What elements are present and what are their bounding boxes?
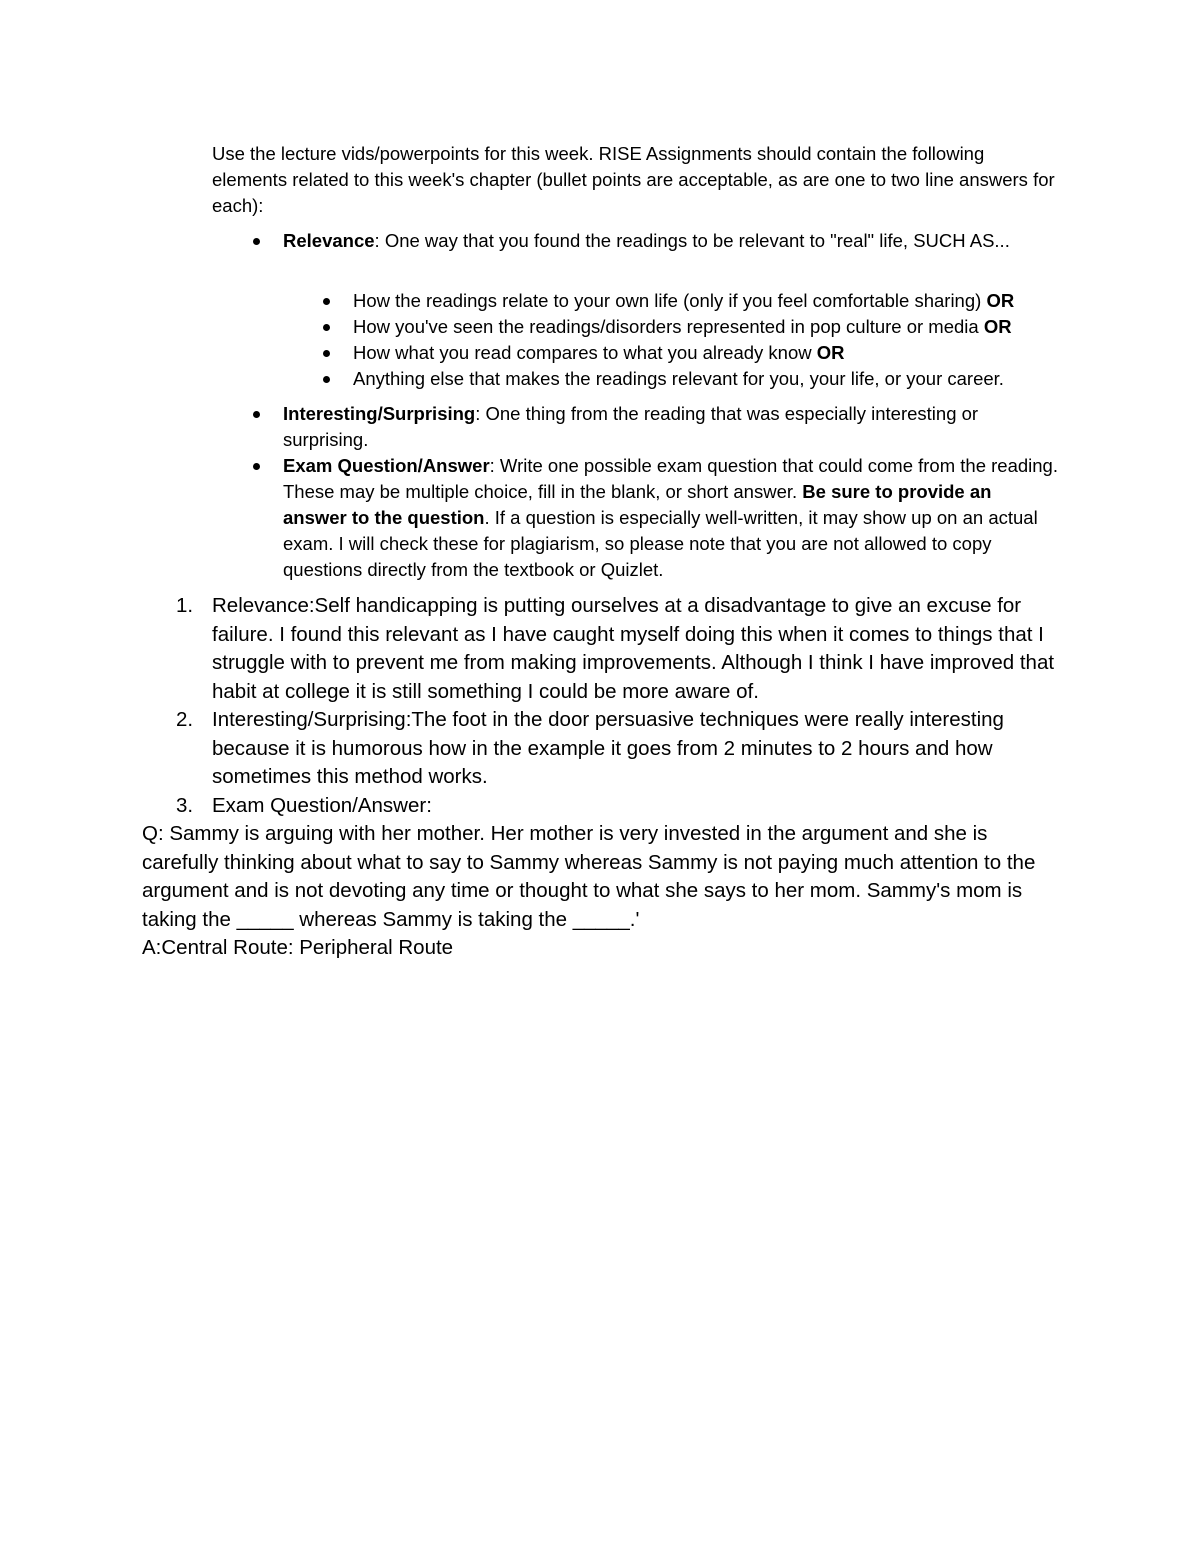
bullet-interesting: Interesting/Surprising: One thing from the reading that was especially interesting or surprising.: [283, 401, 1043, 453]
sub-bullet: How you've seen the readings/disorders represented in pop culture or media OR: [353, 314, 1073, 340]
bullet-dot-icon: [323, 324, 330, 331]
answer-number: 1.: [176, 594, 194, 617]
bullet-dot-icon: [323, 350, 330, 357]
exam-answer-text: A:Central Route: Peripheral Route: [142, 936, 454, 959]
answer-item-1: [176, 592, 1062, 706]
bullet-dot-icon: [323, 298, 330, 305]
bullet-dot-icon: [253, 463, 260, 470]
answer-text: Interesting/Surprising:The foot in the door persuasive techniques were really interesting because it is humorous how in the example it goes from 2 minutes to 2 hours and how sometimes this method works.: [212, 708, 1004, 788]
sub-bullet: How what you read compares to what you already know OR: [353, 340, 1073, 366]
answer-item-2: [176, 706, 1062, 792]
answer-item-3: [176, 792, 1062, 821]
sub-bullet: How the readings relate to your own life (only if you feel comfortable sharing) OR: [353, 288, 1073, 314]
bullet-term: Relevance: [283, 230, 375, 251]
bullet-dot-icon: [253, 411, 260, 418]
exam-question-text: Q: Sammy is arguing with her mother. Her mother is very invested in the argument and she is carefully thinking about what to say to Sammy whereas Sammy is not paying much attention to the argument and is not devoting any time or thought to what she says to her mom. Sammy's mom is taking the _____ whereas Sammy is taking the _____.': [142, 822, 1036, 931]
bullet-dot-icon: [323, 376, 330, 383]
intro-paragraph: Use the lecture vids/powerpoints for this week. RISE Assignments should contain the following elements related to this week's chapter (bullet points are acceptable, as are one to two line answers for each):: [212, 143, 1055, 216]
answer-text: Exam Question/Answer:: [212, 794, 432, 817]
answer-number: 2.: [176, 708, 194, 731]
bullet-term: Interesting/Surprising: [283, 403, 476, 424]
bullet-text: One thing from the reading that was especially interesting or surprising.: [283, 403, 979, 450]
answer-number: 3.: [176, 794, 194, 817]
sub-bullet: Anything else that makes the readings relevant for you, your life, or your career.: [353, 366, 1073, 392]
bullet-text: One way that you found the readings to be relevant to "real" life, SUCH AS...: [379, 230, 1010, 251]
bullet-exam-question: Exam Question/Answer: Write one possible exam question that could come from the reading. These may be multiple choice, fill in the blank, or short answer. Be sure to provide an answer to the question. If a question is especially well-written, it may show up on an actual exam. I will check these for plagiarism, so please note that you are not allowed to copy questions directly from the textbook or Quizlet.: [283, 453, 1058, 583]
bullet-dot-icon: [253, 238, 260, 245]
bullet-term: Exam Question/Answer: [283, 455, 490, 476]
answer-text: Relevance:Self handicapping is putting ourselves at a disadvantage to give an excuse for failure. I found this relevant as I have caught myself doing this when it comes to things that I struggle with to prevent me from making improvements. Although I think I have improved that habit at college it is still something I could be more aware of.: [212, 594, 1055, 703]
bullet-relevance: Relevance: One way that you found the readings to be relevant to "real" life, SUCH AS...: [283, 228, 1043, 254]
